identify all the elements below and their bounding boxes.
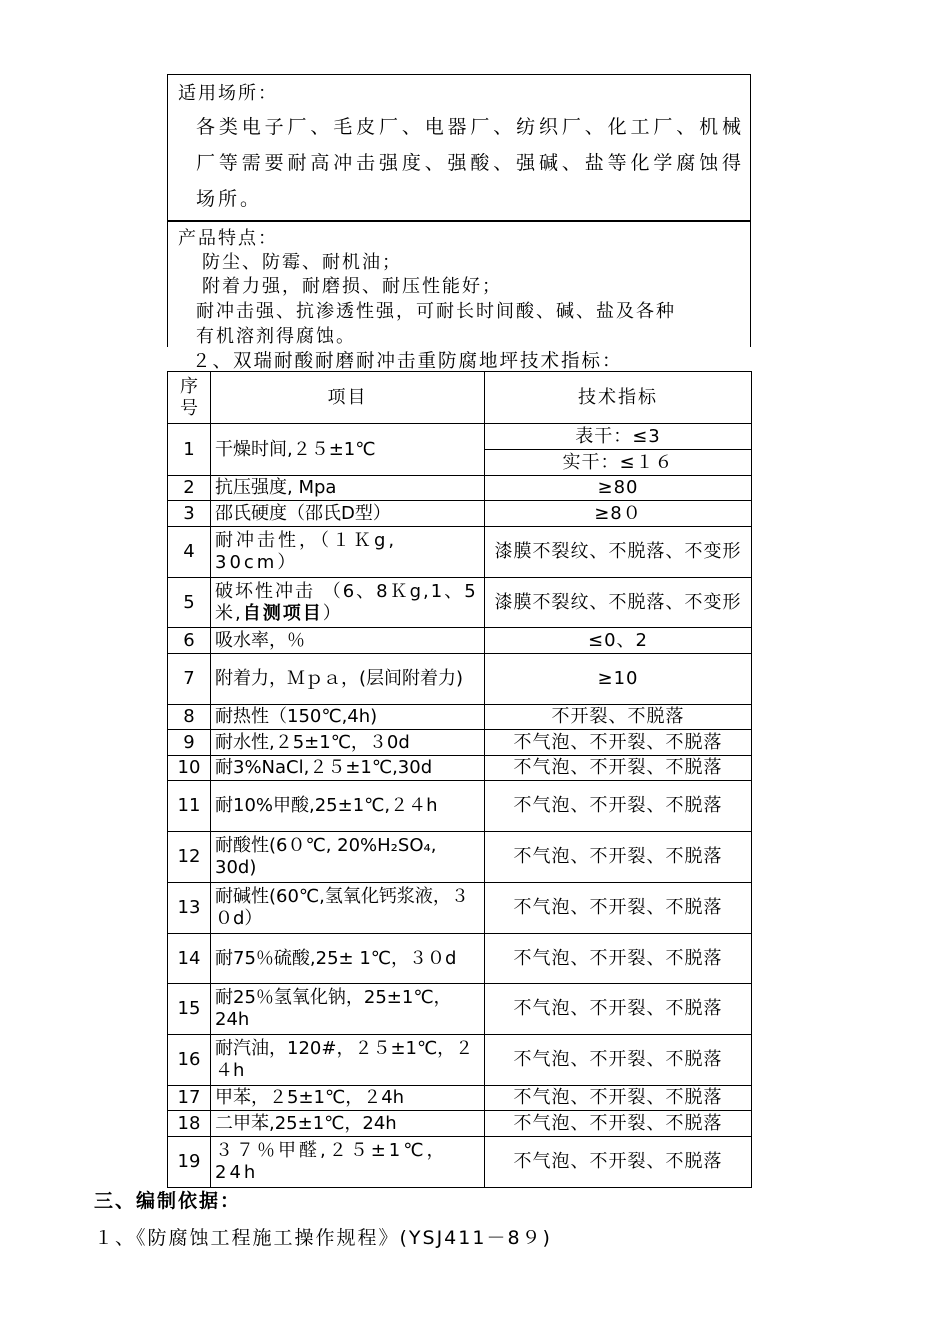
row-item: 耐碱性(60℃,氢氧化钙浆液，３０d） xyxy=(211,883,485,934)
table-row xyxy=(168,1111,752,1137)
row-item: 抗压强度, Mpa xyxy=(211,476,485,501)
table-row xyxy=(168,527,752,578)
row-spec: 不气泡、不开裂、不脱落 xyxy=(485,1137,752,1188)
row-item: 干燥时间,２５±1℃ xyxy=(211,424,485,476)
features-label: 产品特点： xyxy=(178,228,278,249)
row-item: 耐热性（150℃,4h) xyxy=(211,705,485,730)
row-spec: 不气泡、不开裂、不脱落 xyxy=(485,1035,752,1086)
row-no: 18 xyxy=(168,1111,211,1137)
sites-label: 适用场所： xyxy=(178,83,278,104)
feature-line: 附着力强，耐磨损、耐压性能好； xyxy=(202,276,502,297)
row-spec: ≥80 xyxy=(485,476,752,501)
row-item: 耐汽油，120#，２５±1℃，２４h xyxy=(211,1035,485,1086)
row-item-tail: ） xyxy=(322,602,343,624)
sites-text: 各类电子厂、毛皮厂、电器厂、纺织厂、化工厂、机械厂等需要耐高冲击强度、强酸、强碱、盐等化学腐蚀得场所。 xyxy=(196,116,744,210)
table-row xyxy=(168,654,752,705)
row-no: 19 xyxy=(168,1137,211,1188)
row-no: 13 xyxy=(168,883,211,934)
row-item: 吸水率，％ xyxy=(211,628,485,654)
row-no: 6 xyxy=(168,628,211,654)
row-item-text: 破坏性冲击 （6、8Ｋg,1、5米, xyxy=(215,580,478,624)
row-spec: ≥10 xyxy=(485,654,752,705)
row-spec: 表干：≤3 xyxy=(485,424,752,450)
row-spec: 不气泡、不开裂、不脱落 xyxy=(485,832,752,883)
table-row xyxy=(168,578,752,628)
row-item: ３７％甲醛,２５±1℃，24h xyxy=(211,1137,485,1188)
row-no: 1 xyxy=(168,424,211,476)
table-row xyxy=(168,883,752,934)
row-item: 附着力，Ｍｐａ，(层间附着力) xyxy=(211,654,485,705)
row-no: 4 xyxy=(168,527,211,578)
row-spec: 漆膜不裂纹、不脱落、不变形 xyxy=(485,527,752,578)
table-row xyxy=(168,730,752,756)
sites-box xyxy=(167,74,751,222)
table-row xyxy=(168,1137,752,1188)
table-row xyxy=(168,756,752,781)
row-item: 邵氏硬度（邵氏D型） xyxy=(211,501,485,527)
table-row xyxy=(168,705,752,730)
row-no: 12 xyxy=(168,832,211,883)
row-spec: ≤0、2 xyxy=(485,628,752,654)
row-no: 8 xyxy=(168,705,211,730)
row-item: 耐冲击性，（１Ｋg, 30cm） xyxy=(211,527,485,578)
row-spec: 不气泡、不开裂、不脱落 xyxy=(485,1086,752,1111)
row-no: 7 xyxy=(168,654,211,705)
row-spec: 漆膜不裂纹、不脱落、不变形 xyxy=(485,578,752,628)
spec-table xyxy=(167,371,752,1188)
table-row xyxy=(168,832,752,883)
row-item: 耐酸性(6０℃, 20%H₂SO₄, 30d) xyxy=(211,832,485,883)
row-no: 9 xyxy=(168,730,211,756)
section-heading: 三、编制依据： xyxy=(94,1190,242,1212)
row-spec: 不气泡、不开裂、不脱落 xyxy=(485,934,752,984)
table-row xyxy=(168,934,752,984)
row-no: 17 xyxy=(168,1086,211,1111)
table-row xyxy=(168,1086,752,1111)
row-no: 14 xyxy=(168,934,211,984)
row-spec: 不气泡、不开裂、不脱落 xyxy=(485,730,752,756)
row-spec: 不开裂、不脱落 xyxy=(485,705,752,730)
table-row xyxy=(168,984,752,1035)
table-row xyxy=(168,476,752,501)
header-spec: 技术指标 xyxy=(485,372,752,424)
feature-line: 耐冲击强、抗渗透性强，可耐长时间酸、碱、盐及各种 xyxy=(196,301,676,322)
row-no: 15 xyxy=(168,984,211,1035)
table-row xyxy=(168,501,752,527)
row-no: 10 xyxy=(168,756,211,781)
table-row xyxy=(168,628,752,654)
row-item: 耐水性,２5±1℃，３0d xyxy=(211,730,485,756)
row-item: 耐75％硫酸,25± 1℃，３０d xyxy=(211,934,485,984)
row-spec: 实干：≤１６ xyxy=(485,450,752,476)
row-item: 耐3%NaCl,２５±1℃,30d xyxy=(211,756,485,781)
table-header-row xyxy=(168,372,752,424)
row-spec: ≥8０ xyxy=(485,501,752,527)
row-no: 5 xyxy=(168,578,211,628)
reference-line: １、《防腐蚀工程施工操作规程》(YSJ411－8９) xyxy=(94,1227,552,1249)
table-caption: ２、双瑞耐酸耐磨耐冲击重防腐地坪技术指标： xyxy=(192,351,623,372)
row-no: 16 xyxy=(168,1035,211,1086)
row-no: 3 xyxy=(168,501,211,527)
row-spec: 不气泡、不开裂、不脱落 xyxy=(485,1111,752,1137)
row-item: 甲苯，２5±1℃，２4h xyxy=(211,1086,485,1111)
feature-line: 有机溶剂得腐蚀。 xyxy=(196,326,356,347)
feature-line: 防尘、防霉、耐机油； xyxy=(202,252,402,273)
row-spec: 不气泡、不开裂、不脱落 xyxy=(485,984,752,1035)
row-spec: 不气泡、不开裂、不脱落 xyxy=(485,756,752,781)
row-item: 二甲苯,25±1℃，24h xyxy=(211,1111,485,1137)
row-item-bold: 自测项目 xyxy=(242,602,323,624)
row-item: 耐25％氢氧化钠，25±1℃，24h xyxy=(211,984,485,1035)
header-no: 序号 xyxy=(168,372,211,424)
row-no: 11 xyxy=(168,781,211,832)
table-row xyxy=(168,424,752,450)
features-box xyxy=(167,220,751,347)
table-row xyxy=(168,781,752,832)
table-row xyxy=(168,1035,752,1086)
row-no: 2 xyxy=(168,476,211,501)
row-spec: 不气泡、不开裂、不脱落 xyxy=(485,883,752,934)
header-item: 项目 xyxy=(211,372,485,424)
row-item: 耐10%甲酸,25±1℃,２４h xyxy=(211,781,485,832)
row-item xyxy=(211,578,485,628)
row-spec: 不气泡、不开裂、不脱落 xyxy=(485,781,752,832)
